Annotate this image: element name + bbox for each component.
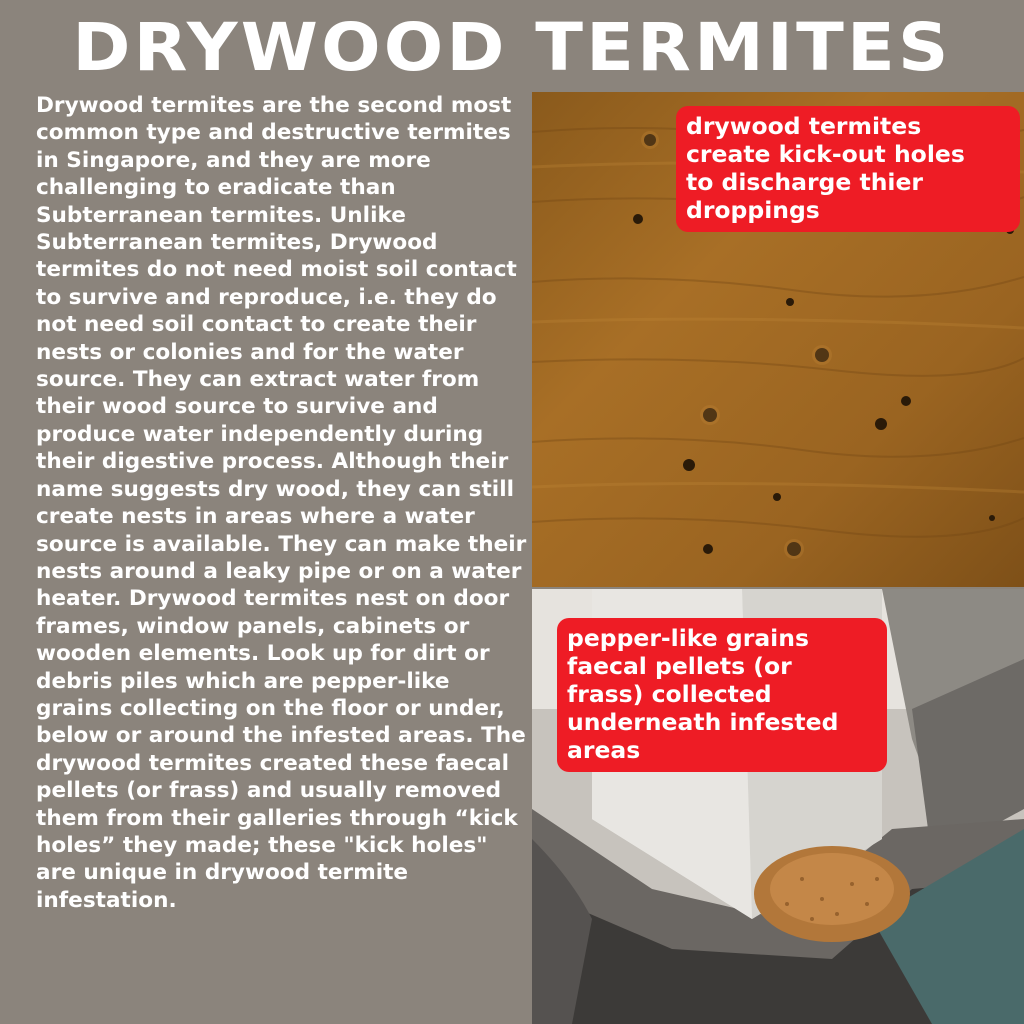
kick-out-holes-callout: drywood termites create kick-out holes to discharge thier droppings <box>676 106 1020 232</box>
description-paragraph: Drywood termites are the second most common type and destructive termites in Singapore, and they are more challenging to eradicate than Subterranean termites. Unlike Subterranean termites, Drywood termites do not need moist soil contact to survive and reproduce, i.e. they do not need soil contact to create their nests or colonies and for the water source. They can extract water from their wood source to survive and produce water independently during their digestive process. Although their name suggests dry wood, they can still create nests in areas where a water source is available. They can make their nests around a leaky pipe or on a water heater. Drywood termites nest on door frames, window panels, cabinets or wooden elements. Look up for dirt or debris piles which are pepper-like grains collecting on the floor or under, below or around the infested areas. The drywood termites created these faecal pellets (or frass) and usually removed them from their galleries through “kick holes” they made; these "kick holes" are unique in drywood termite infestation. <box>36 93 527 913</box>
frass-callout: pepper-like grains faecal pellets (or frass) collected underneath infested areas <box>557 618 887 772</box>
page-title: DRYWOOD TERMITES <box>72 9 952 86</box>
